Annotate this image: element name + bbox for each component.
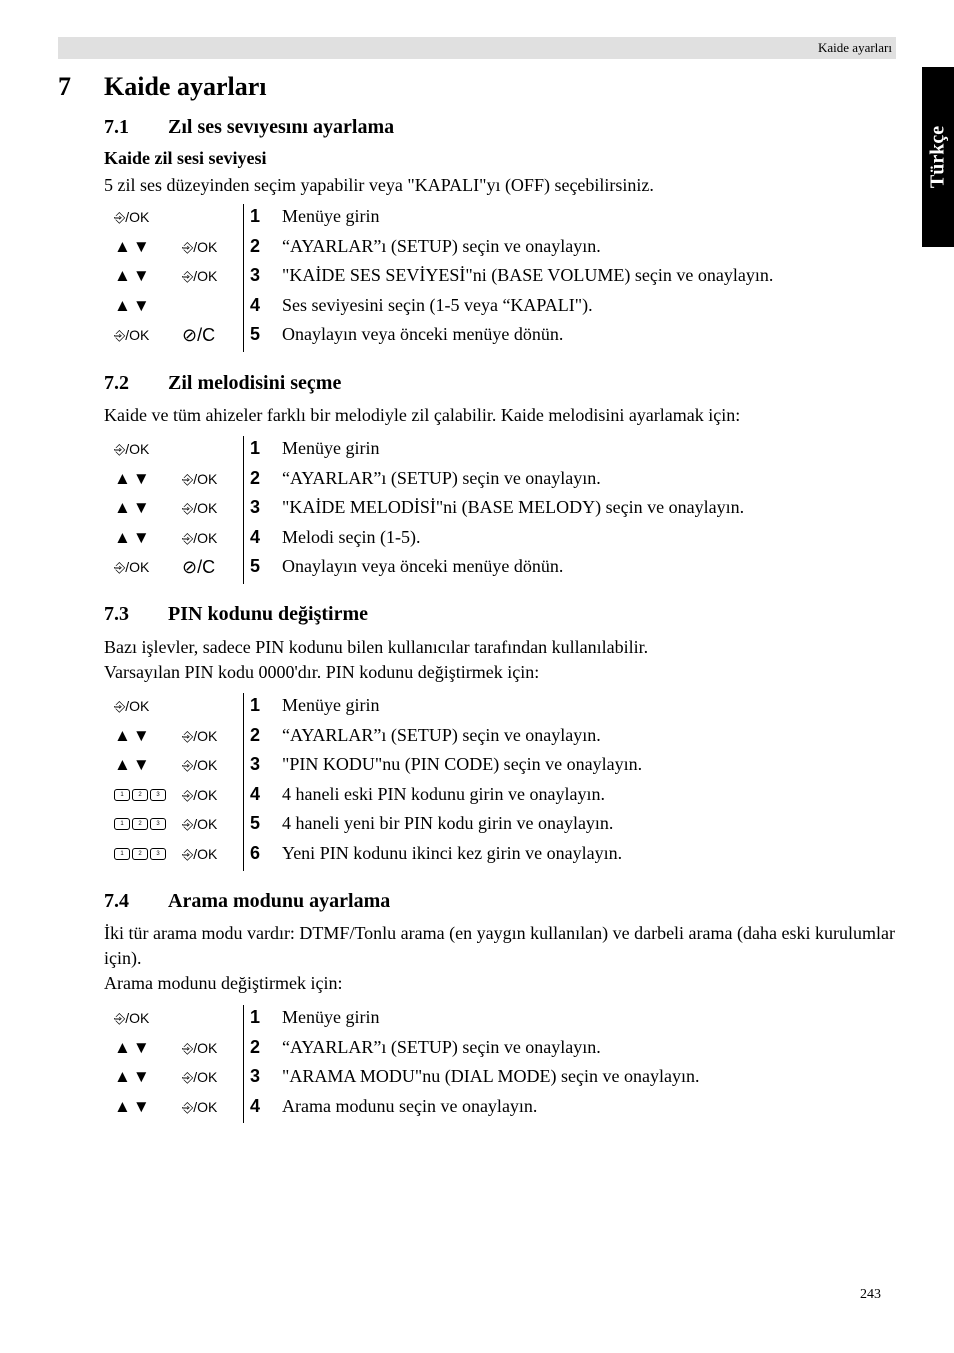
ok-key-icon: ⎆/OK bbox=[182, 845, 218, 862]
up-down-arrows-icon: ▲▼ bbox=[114, 755, 152, 775]
step-number: 1 bbox=[250, 1007, 261, 1027]
up-down-arrows-icon: ▲▼ bbox=[114, 725, 152, 745]
section-number: 7.1 bbox=[104, 116, 129, 138]
step-row bbox=[104, 752, 894, 782]
step-row bbox=[104, 263, 894, 293]
intro-line: Arama modunu değiştirmek için: bbox=[104, 973, 343, 993]
intro-line: Varsayılan PIN kodu 0000'dır. PIN kodunu değiştirmek için: bbox=[104, 662, 540, 682]
step-row bbox=[104, 841, 894, 871]
keypad-digits-icon: 1 2 3 bbox=[114, 789, 166, 801]
step-number: 3 bbox=[250, 265, 261, 286]
up-down-arrows-icon: ▲▼ bbox=[114, 295, 152, 315]
clear-key-icon: ⊘/C bbox=[182, 325, 216, 346]
section-intro bbox=[104, 403, 904, 428]
step-text: "ARAMA MODU"nu (DIAL MODE) seçin ve onaylayın. bbox=[282, 1066, 700, 1087]
step-text: Yeni PIN kodunu ikinci kez girin ve onaylayın. bbox=[282, 842, 623, 863]
step-text: "KAİDE MELODİSİ"ni (BASE MELODY) seçin ve onaylayın. bbox=[282, 497, 745, 518]
step-number: 2 bbox=[250, 467, 261, 488]
step-list bbox=[104, 204, 894, 352]
section-heading-text: Arama modunu ayarlama bbox=[168, 890, 391, 912]
step-text: Arama modunu seçin ve onaylayın. bbox=[282, 1095, 538, 1116]
step-number: 1 bbox=[250, 438, 261, 458]
step-row bbox=[104, 525, 894, 555]
ok-key-icon: ⎆/OK bbox=[182, 786, 218, 803]
step-number: 5 bbox=[250, 324, 261, 345]
step-text: “AYARLAR”ı (SETUP) seçin ve onaylayın. bbox=[282, 467, 601, 488]
step-text: Onaylayın veya önceki menüye dönün. bbox=[282, 324, 564, 345]
up-down-arrows-icon: ▲▼ bbox=[114, 498, 152, 518]
step-text: Onaylayın veya önceki menüye dönün. bbox=[282, 556, 564, 577]
step-text: 4 haneli yeni bir PIN kodu girin ve onaylayın. bbox=[282, 813, 614, 834]
step-number: 4 bbox=[250, 1095, 261, 1116]
ok-key-icon: ⎆/OK bbox=[182, 1069, 218, 1086]
ok-key-icon: ⎆/OK bbox=[182, 816, 218, 833]
step-row bbox=[104, 204, 894, 234]
intro-line: Bazı işlevler, sadece PIN kodunu bilen kullanıcılar tarafından kullanılabilir. bbox=[104, 637, 649, 657]
step-row bbox=[104, 1094, 894, 1124]
step-row bbox=[104, 322, 894, 352]
section-number: 7.3 bbox=[104, 603, 129, 625]
ok-key-icon: ⎆/OK bbox=[114, 441, 150, 457]
step-number: 4 bbox=[250, 294, 261, 315]
subheading: Kaide zil sesi seviyesi bbox=[104, 148, 267, 168]
up-down-arrows-icon: ▲▼ bbox=[114, 266, 152, 286]
intro-line: İki tür arama modu vardır: DTMF/Tonlu arama (en yaygın kullanılan) ve darbeli arama (daha eski kurulumlar için). bbox=[104, 923, 895, 968]
ok-key-icon: ⎆/OK bbox=[182, 470, 218, 487]
ok-key-icon: ⎆/OK bbox=[182, 238, 218, 255]
section-intro bbox=[104, 921, 899, 996]
step-row bbox=[104, 693, 894, 723]
step-row bbox=[104, 723, 894, 753]
ok-key-icon: ⎆/OK bbox=[114, 327, 150, 344]
step-text: Menüye girin bbox=[282, 695, 380, 715]
step-list bbox=[104, 436, 894, 584]
step-row bbox=[104, 554, 894, 584]
step-row bbox=[104, 1064, 894, 1094]
step-text: "PIN KODU"nu (PIN CODE) seçin ve onaylayın. bbox=[282, 754, 643, 775]
chapter-title: Kaide ayarları bbox=[104, 72, 267, 101]
step-text: “AYARLAR”ı (SETUP) seçin ve onaylayın. bbox=[282, 1036, 601, 1057]
ok-key-icon: ⎆/OK bbox=[114, 209, 150, 225]
ok-key-icon: ⎆/OK bbox=[182, 1098, 218, 1115]
ok-key-icon: ⎆/OK bbox=[182, 529, 218, 546]
up-down-arrows-icon: ▲▼ bbox=[114, 236, 152, 256]
step-number: 3 bbox=[250, 1066, 261, 1087]
ok-key-icon: ⎆/OK bbox=[182, 757, 218, 774]
step-row bbox=[104, 782, 894, 812]
step-number: 3 bbox=[250, 497, 261, 518]
step-row bbox=[104, 293, 894, 323]
step-number: 1 bbox=[250, 695, 261, 715]
step-text: Menüye girin bbox=[282, 438, 380, 458]
step-row bbox=[104, 466, 894, 496]
step-number: 3 bbox=[250, 754, 261, 775]
section-heading-text: Zıl ses sevıyesını ayarlama bbox=[168, 116, 395, 138]
step-row bbox=[104, 811, 894, 841]
section-number: 7.4 bbox=[104, 890, 129, 912]
intro-line: Kaide ve tüm ahizeler farklı bir melodiyle zil çalabilir. Kaide melodisini ayarlamak için: bbox=[104, 405, 741, 425]
clear-key-icon: ⊘/C bbox=[182, 557, 216, 578]
step-list bbox=[104, 1005, 894, 1123]
up-down-arrows-icon: ▲▼ bbox=[114, 1037, 152, 1057]
step-text: "KAİDE SES SEVİYESİ"ni (BASE VOLUME) seçin ve onaylayın. bbox=[282, 265, 774, 286]
step-row bbox=[104, 495, 894, 525]
step-row bbox=[104, 1005, 894, 1035]
step-number: 1 bbox=[250, 206, 261, 226]
up-down-arrows-icon: ▲▼ bbox=[114, 527, 152, 547]
keypad-digits-icon: 1 2 3 bbox=[114, 848, 166, 860]
page-number: 243 bbox=[860, 1287, 881, 1302]
ok-key-icon: ⎆/OK bbox=[114, 1010, 150, 1026]
ok-key-icon: ⎆/OK bbox=[182, 1039, 218, 1056]
intro-line: 5 zil ses düzeyinden seçim yapabilir veya "KAPALI"yı (OFF) seçebilirsiniz. bbox=[104, 175, 654, 195]
running-title: Kaide ayarları bbox=[818, 40, 892, 55]
chapter-number: 7 bbox=[58, 72, 71, 101]
ok-key-icon: ⎆/OK bbox=[182, 500, 218, 517]
step-text: Melodi seçin (1-5). bbox=[282, 526, 421, 547]
step-number: 2 bbox=[250, 235, 261, 256]
step-text: “AYARLAR”ı (SETUP) seçin ve onaylayın. bbox=[282, 235, 601, 256]
section-number: 7.2 bbox=[104, 372, 129, 394]
language-label: Türkçe bbox=[926, 125, 949, 189]
section-intro bbox=[104, 635, 904, 685]
step-list bbox=[104, 693, 894, 871]
step-text: “AYARLAR”ı (SETUP) seçin ve onaylayın. bbox=[282, 724, 601, 745]
step-number: 5 bbox=[250, 556, 261, 577]
step-number: 2 bbox=[250, 724, 261, 745]
section-heading-text: Zil melodisini seçme bbox=[168, 372, 342, 394]
step-number: 6 bbox=[250, 842, 261, 863]
step-row bbox=[104, 234, 894, 264]
keypad-digits-icon: 1 2 3 bbox=[114, 818, 166, 830]
language-tab bbox=[922, 67, 954, 247]
step-text: Menüye girin bbox=[282, 1007, 380, 1027]
section-intro bbox=[104, 173, 904, 198]
step-number: 2 bbox=[250, 1036, 261, 1057]
step-row bbox=[104, 436, 894, 466]
running-header bbox=[58, 37, 896, 59]
step-row bbox=[104, 1035, 894, 1065]
ok-key-icon: ⎆/OK bbox=[182, 268, 218, 285]
step-number: 4 bbox=[250, 526, 261, 547]
up-down-arrows-icon: ▲▼ bbox=[114, 1096, 152, 1116]
section-heading-text: PIN kodunu değiştirme bbox=[168, 603, 369, 625]
step-number: 5 bbox=[250, 813, 261, 834]
up-down-arrows-icon: ▲▼ bbox=[114, 468, 152, 488]
ok-key-icon: ⎆/OK bbox=[114, 698, 150, 714]
step-text: Menüye girin bbox=[282, 206, 380, 226]
step-text: 4 haneli eski PIN kodunu girin ve onaylayın. bbox=[282, 783, 605, 804]
ok-key-icon: ⎆/OK bbox=[182, 727, 218, 744]
step-text: Ses seviyesini seçin (1-5 veya “KAPALI"). bbox=[282, 294, 593, 315]
step-number: 4 bbox=[250, 783, 261, 804]
up-down-arrows-icon: ▲▼ bbox=[114, 1067, 152, 1087]
ok-key-icon: ⎆/OK bbox=[114, 559, 150, 576]
